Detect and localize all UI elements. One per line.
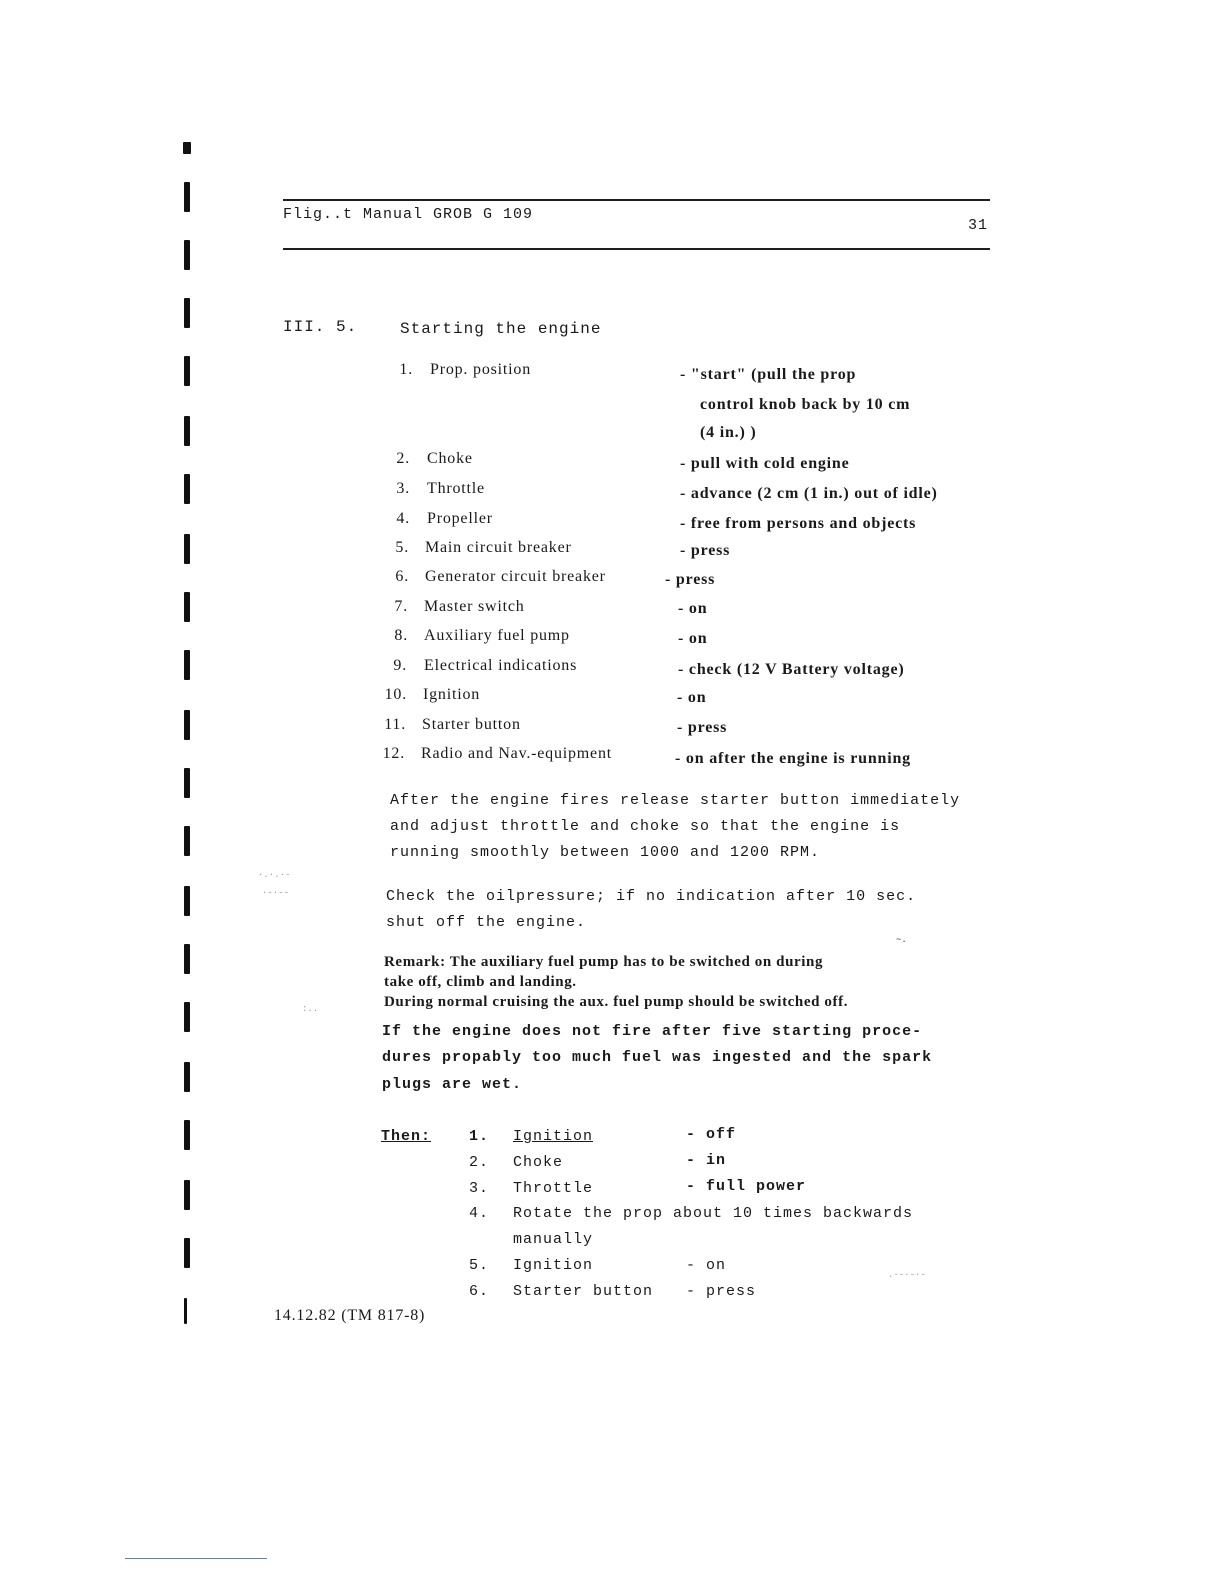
- checklist-action: - "start" (pull the prop: [680, 366, 857, 383]
- scan-speck: ·-·--: [262, 888, 290, 898]
- header-top-rule: [283, 199, 990, 201]
- paragraph-line: Remark: The auxiliary fuel pump has to be switched on during: [384, 954, 824, 970]
- scan-speck: .·-·-·-: [888, 1270, 926, 1280]
- checklist-action: - on after the engine is running: [675, 750, 911, 767]
- footer-date-ref: 14.12.82 (TM 817-8): [274, 1307, 426, 1324]
- checklist-action: - on: [678, 600, 708, 617]
- checklist-action: - on: [678, 630, 708, 647]
- checklist-num: 1.: [399, 361, 413, 378]
- paragraph-line: If the engine does not fire after five starting proce-: [382, 1023, 923, 1040]
- paragraph-line: Check the oilpressure; if no indication after 10 sec.: [386, 888, 917, 905]
- then-step-action: - in: [686, 1152, 727, 1169]
- checklist-item: Main circuit breaker: [425, 539, 572, 556]
- checklist-action: - free from persons and objects: [680, 515, 917, 532]
- scan-speck: ~.: [896, 935, 907, 945]
- checklist-action: - check (12 V Battery voltage): [678, 661, 905, 678]
- manual-title: Flig..t Manual GROB G 109: [283, 206, 534, 223]
- checklist-num: 6.: [395, 568, 409, 585]
- then-step-action: - full power: [686, 1178, 807, 1195]
- checklist-item: Propeller: [427, 510, 493, 527]
- footer-underline: [125, 1558, 267, 1559]
- paragraph-line: take off, climb and landing.: [384, 974, 577, 990]
- header-bottom-rule: [283, 248, 990, 250]
- checklist-action: - press: [680, 542, 731, 559]
- scan-speck: :..: [302, 1004, 319, 1014]
- checklist-num: 7.: [394, 598, 408, 615]
- then-step-num: 4.: [469, 1205, 490, 1222]
- paragraph-line: shut off the engine.: [386, 914, 587, 931]
- checklist-action: - advance (2 cm (1 in.) out of idle): [680, 485, 938, 502]
- checklist-action-cont: control knob back by 10 cm: [700, 396, 911, 413]
- binding-marks: [178, 138, 208, 1338]
- paragraph-line: During normal cruising the aux. fuel pump should be switched off.: [384, 994, 849, 1010]
- section-title: Starting the engine: [400, 320, 602, 338]
- page-number: 31: [968, 217, 989, 234]
- checklist-num: 2.: [396, 450, 410, 467]
- checklist-item: Generator circuit breaker: [425, 568, 606, 585]
- checklist-item: Prop. position: [430, 361, 531, 378]
- then-step-num: 6.: [469, 1283, 490, 1300]
- checklist-num: 12.: [382, 745, 405, 762]
- checklist-item: Electrical indications: [424, 657, 578, 674]
- then-label: Then:: [381, 1128, 432, 1145]
- checklist-num: 9.: [393, 657, 407, 674]
- then-step-num: 2.: [469, 1154, 490, 1171]
- checklist-item: Throttle: [427, 480, 485, 497]
- checklist-action: - press: [665, 571, 716, 588]
- paragraph-line: running smoothly between 1000 and 1200 RPM.: [390, 844, 821, 861]
- checklist-item: Auxiliary fuel pump: [424, 627, 570, 644]
- checklist-action: - on: [677, 689, 707, 706]
- then-step-action: - off: [686, 1126, 737, 1143]
- checklist-item: Master switch: [424, 598, 525, 615]
- checklist-num: 4.: [396, 510, 410, 527]
- checklist-num: 10.: [384, 686, 407, 703]
- checklist-action-cont: (4 in.) ): [700, 424, 757, 441]
- checklist-item: Ignition: [423, 686, 481, 703]
- then-step-num: 3.: [469, 1180, 490, 1197]
- checklist-item: Radio and Nav.-equipment: [421, 745, 613, 762]
- then-step-item: Ignition: [513, 1128, 594, 1145]
- then-step-item-cont: manually: [513, 1231, 594, 1248]
- section-number: III. 5.: [283, 318, 358, 336]
- checklist-num: 8.: [394, 627, 408, 644]
- checklist-item: Starter button: [422, 716, 521, 733]
- checklist-num: 11.: [384, 716, 406, 733]
- then-step-action: - on: [686, 1257, 727, 1274]
- paragraph-line: plugs are wet.: [382, 1076, 523, 1093]
- paragraph-line: After the engine fires release starter button immediately: [390, 792, 961, 809]
- checklist-num: 3.: [396, 480, 410, 497]
- then-step-item: Ignition: [513, 1257, 594, 1274]
- then-step-action: - press: [686, 1283, 757, 1300]
- scan-speck: ·.·.·-: [258, 870, 291, 880]
- then-step-item: Choke: [513, 1154, 564, 1171]
- then-step-item: Rotate the prop about 10 times backwards: [513, 1205, 914, 1222]
- then-step-item: Throttle: [513, 1180, 594, 1197]
- then-step-item: Starter button: [513, 1283, 654, 1300]
- paragraph-line: dures propably too much fuel was ingested and the spark: [382, 1049, 933, 1066]
- then-step-num: 1.: [469, 1128, 490, 1145]
- checklist-item: Choke: [427, 450, 473, 467]
- checklist-action: - pull with cold engine: [680, 455, 850, 472]
- checklist-num: 5.: [395, 539, 409, 556]
- paragraph-line: and adjust throttle and choke so that the engine is: [390, 818, 901, 835]
- checklist-action: - press: [677, 719, 728, 736]
- then-step-num: 5.: [469, 1257, 490, 1274]
